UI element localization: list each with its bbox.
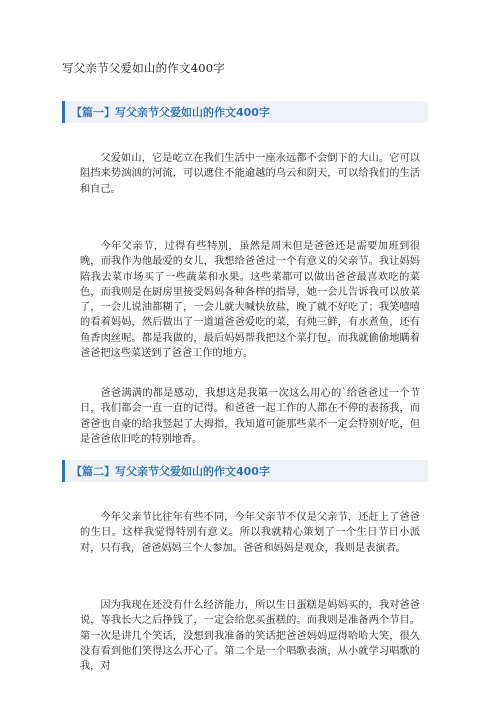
- section-heading-1-label: 【篇一】写父亲节父爱如山的作文400字: [71, 106, 270, 119]
- paragraph-2-1: 今年父亲节比往年有些不同，今年父亲节不仅是父亲节，还赶上了爸爸的生日。这样我觉得特别有意义。所以我就精心策划了一个生日节日小派对，只有我，爸爸妈妈三个人参加。爸爸和妈妈是观众，我则是表演者。: [80, 512, 420, 554]
- section-heading-1: [62, 101, 428, 123]
- section-heading-2: [62, 460, 428, 482]
- paragraph-1-1: 父爱如山，它是屹立在我们生活中一座永远都不会倒下的大山。它可以阻挡来势汹汹的河流，可以遮住不能逾越的乌云和阴天，可以给我们的生活和自己。: [80, 153, 420, 195]
- paragraph-2-2: 因为我现在还没有什么经济能力，所以生日蛋糕是妈妈买的，我对爸爸说，等我长大之后挣钱了，一定会给您买蛋糕的。而我则是准备两个节目。第一次是讲几个笑话，没想到我准备的笑话把爸爸妈妈逗得哈哈大笑，很久没有看到他们笑得这么开心了。第二个是一个唱歌表演，从小就学习唱歌的我，对: [80, 600, 420, 673]
- paragraph-1-2: 今年父亲节，过得有些特别，虽然是周末但是爸爸还是需要加班到很晚，而我作为他最爱的女儿，我想给爸爸过一个有意义的父亲节。我让妈妈陪我去菜市场买了一些蔬菜和水果。这些菜都可以做出爸爸最喜欢吃的菜色，而我则是在厨房里接受妈妈各种各样的指导，她一会儿告诉我可以放菜了，一会儿说油都糊了，一会儿就大喊快放盐，晚了就不好吃了；我笑嘻嘻的看着妈妈，然后做出了一道道爸爸爱吃的菜，有炖三鲜，有水煮鱼，还有鱼香肉丝呢。都是我做的，最后妈妈帮我把这个菜打包，而我就偷偷地瞒着爸爸把这些菜送到了爸爸工作的地方。: [80, 241, 420, 360]
- paragraph-1-3: 爸爸满满的都是感动，我想这是我第一次这么用心的`给爸爸过一个节日，我们都会一直一直的记得。和爸爸一起工作的人都在不停的表扬我，而爸爸也自豪的给我竖起了大拇指，我知道可能那些菜不一定会特别好吃，但是爸爸依旧吃的特别地香。: [80, 388, 420, 445]
- document-title: 写父亲节父爱如山的作文400字: [62, 61, 225, 75]
- section-heading-2-label: 【篇二】写父亲节父爱如山的作文400字: [71, 465, 270, 478]
